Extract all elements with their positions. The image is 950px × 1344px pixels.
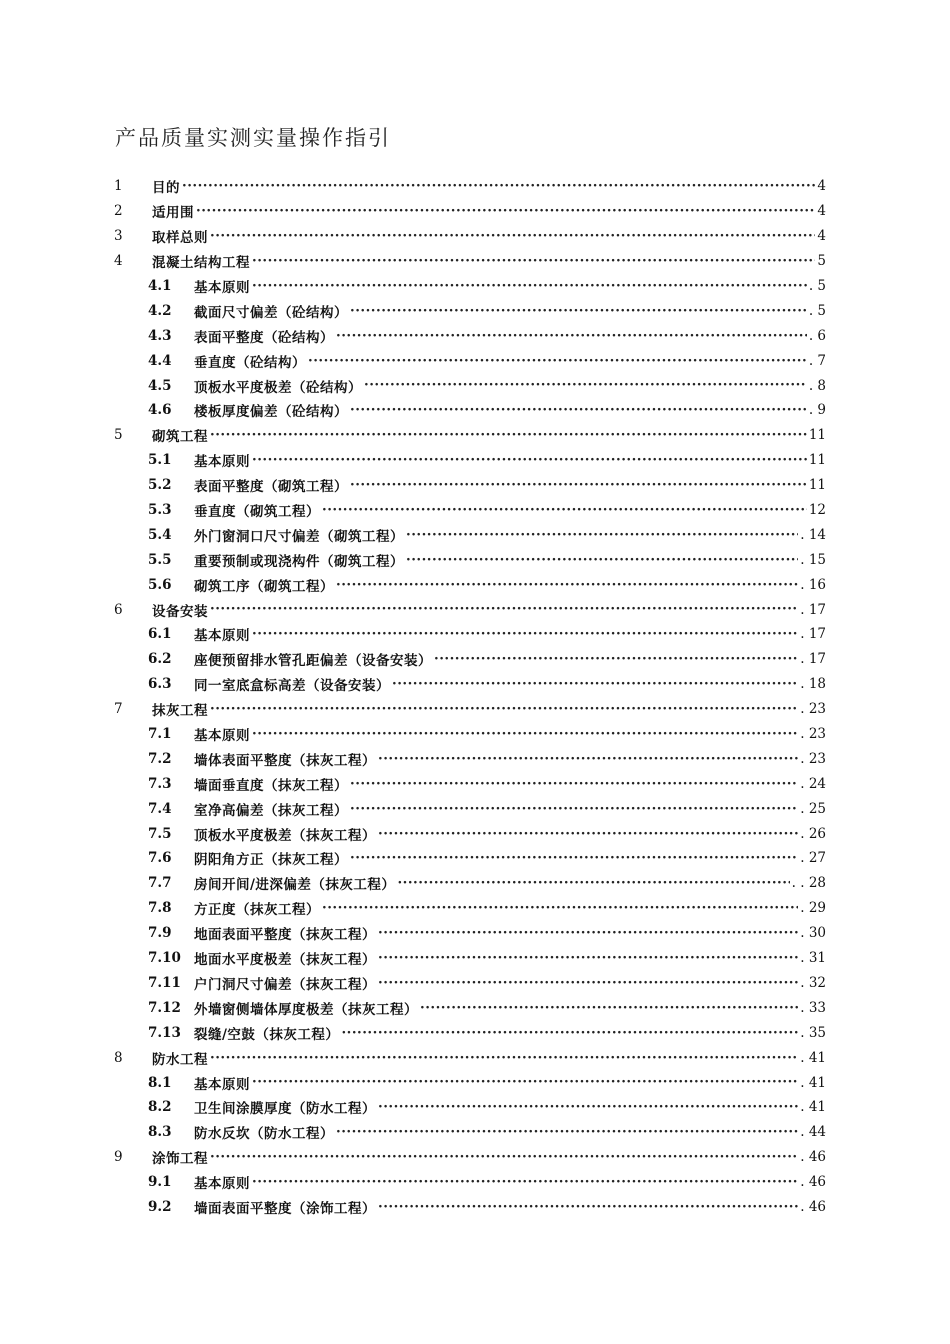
toc-entry[interactable] [110,796,826,821]
toc-entry[interactable] [110,746,826,771]
toc-entry-page-number: . 23 [800,701,826,718]
dot-leader [336,1124,798,1140]
toc-entry-page-number: 4 [817,178,826,195]
toc-entry-title: 防水工程 [152,1051,208,1068]
dot-leader [308,353,807,369]
toc-entry-page-number: . 15 [800,551,826,568]
toc-entry[interactable] [110,298,826,323]
dot-leader [378,1099,798,1115]
toc-entry-page-number: 11 [808,477,826,494]
toc-entry[interactable] [110,174,826,199]
toc-entry-title: 外门窗洞口尺寸偏差（砌筑工程） [194,528,404,545]
toc-entry[interactable] [110,373,826,398]
toc-entry-title: 混凝土结构工程 [152,255,250,272]
toc-entry[interactable] [110,771,826,796]
toc-entry-title: 抹灰工程 [152,703,208,720]
toc-entry-number: 7.1 [148,726,172,743]
toc-entry-title: 顶板水平度极差（砼结构） [194,379,362,396]
toc-entry-title: 基本原则 [194,628,250,645]
toc-entry[interactable] [110,423,826,448]
dot-leader [210,1050,798,1066]
toc-entry[interactable] [110,722,826,747]
toc-entry-page-number: . 17 [800,626,826,643]
toc-entry-number: 8.3 [148,1124,172,1141]
toc-entry-title: 基本原则 [194,280,250,296]
toc-entry-number: 7.10 [148,950,181,967]
toc-entry-title: 涂饰工程 [152,1151,208,1168]
dot-leader [182,178,815,194]
toc-entry-title: 地面表面平整度（抹灰工程） [194,927,376,944]
toc-entry-page-number: 11 [808,427,826,444]
toc-entry-number: 5.6 [148,576,172,593]
toc-entry-number: 4.4 [148,352,172,369]
toc-entry-number: 6 [114,601,123,618]
dot-leader [350,303,807,319]
toc-entry-title: 基本原则 [194,1176,250,1193]
dot-leader [252,626,798,642]
toc-entry-number: 3 [114,228,123,245]
toc-entry-page-number: . 46 [800,1174,826,1191]
toc-entry[interactable] [110,1020,826,1045]
toc-entry-title: 适用围 [152,205,194,222]
toc-entry-number: 7.6 [148,850,172,867]
toc-entry-number: 7.8 [148,900,172,917]
toc-entry-number: 5.4 [148,526,172,543]
dot-leader [210,701,798,717]
toc-entry-number: 6.2 [148,651,172,668]
toc-entry-page-number: . 24 [800,775,826,792]
dot-leader [406,552,798,568]
dot-leader [252,1074,798,1090]
toc-entry-title: 室净高偏差（抹灰工程） [194,802,348,819]
toc-entry-number: 7.3 [148,775,172,792]
dot-leader [397,875,789,891]
toc-entry-title: 墙面表面平整度（涂饰工程） [194,1200,376,1217]
toc-entry[interactable] [110,597,826,622]
toc-entry-title: 墙面垂直度（抹灰工程） [194,777,348,794]
toc-entry-number: 7 [114,701,123,718]
table-of-contents [110,174,826,1219]
toc-entry-number: 5 [114,427,123,444]
toc-entry-title: 户门洞尺寸偏差（抹灰工程） [194,976,376,993]
toc-entry-number: 7.13 [148,1024,181,1041]
dot-leader [252,726,798,742]
toc-entry[interactable] [110,1170,826,1195]
toc-entry-title: 设备安装 [152,603,208,620]
dot-leader [252,278,807,294]
dot-leader [392,676,798,692]
toc-entry-page-number: . 14 [800,526,826,543]
toc-entry-title: 基本原则 [194,454,250,471]
toc-entry-number: 1 [114,178,123,195]
dot-leader [196,203,815,219]
dot-leader [420,1000,798,1016]
dot-leader [322,900,798,916]
dot-leader [378,950,798,966]
toc-entry-number: 4 [114,253,123,270]
toc-entry[interactable] [110,697,826,722]
toc-entry-page-number: . 17 [800,651,826,668]
dot-leader [364,377,807,393]
toc-entry[interactable] [110,871,826,896]
toc-entry-number: 7.11 [148,974,181,991]
toc-entry-number: 5.2 [148,477,172,494]
toc-entry[interactable] [110,622,826,647]
toc-entry-title: 取样总则 [152,230,208,247]
dot-leader [210,601,798,617]
toc-entry[interactable] [110,398,826,423]
dot-leader [434,651,798,667]
toc-entry[interactable] [110,946,826,971]
dot-leader [378,1199,798,1215]
toc-entry-number: 5.5 [148,551,172,568]
dot-leader [406,527,798,543]
toc-entry[interactable] [110,1095,826,1120]
toc-entry[interactable] [110,199,826,224]
toc-entry-title: 表面平整度（砌筑工程） [194,479,348,496]
dot-leader [252,253,815,269]
toc-entry-title: 裂缝/空鼓（抹灰工程） [194,1026,340,1043]
toc-entry[interactable] [110,1045,826,1070]
toc-entry-title: 墙体表面平整度（抹灰工程） [194,752,376,769]
toc-entry-title: 同一室底盒标高差（设备安装） [194,678,390,695]
toc-entry-title: 阴阳角方正（抹灰工程） [194,852,348,869]
toc-entry-title: 垂直度（砼结构） [194,354,306,371]
toc-entry-number: 4.1 [148,278,172,294]
toc-entry[interactable] [110,348,826,373]
toc-entry[interactable] [110,995,826,1020]
toc-entry[interactable] [110,1120,826,1145]
toc-entry-number: 8 [114,1049,123,1066]
toc-entry-title: 基本原则 [194,1076,250,1093]
toc-entry-page-number: . . 28 [791,875,826,892]
toc-entry[interactable] [110,547,826,572]
toc-entry-page-number: . 23 [800,750,826,767]
toc-entry-title: 房间开间/进深偏差（抹灰工程） [194,877,396,894]
toc-entry-title: 垂直度（砌筑工程） [194,504,320,521]
toc-entry-page-number: . 25 [800,800,826,817]
dot-leader [378,751,798,767]
toc-entry-title: 方正度（抹灰工程） [194,902,320,919]
dot-leader [322,502,807,518]
toc-entry-title: 重要预制或现浇构件（砌筑工程） [194,553,404,570]
toc-entry-number: 5.3 [148,502,172,519]
toc-entry-page-number: . 44 [800,1124,826,1141]
toc-entry-page-number: . 6 [808,327,826,344]
toc-entry-number: 5.1 [148,452,172,469]
toc-entry-page-number: . 46 [800,1198,826,1215]
dot-leader [350,801,798,817]
dot-leader [378,826,798,842]
toc-entry-number: 4.3 [148,327,172,344]
toc-entry[interactable] [110,821,826,846]
toc-entry-title: 卫生间涂膜厚度（防水工程） [194,1101,376,1118]
toc-entry-number: 7.9 [148,925,172,942]
toc-entry-title: 表面平整度（砼结构） [194,329,334,346]
toc-entry-number: 6.3 [148,676,172,693]
toc-entry-number: 4.2 [148,302,172,319]
toc-entry-page-number: . 32 [800,974,826,991]
toc-entry-page-number: 4 [817,228,826,245]
toc-entry-page-number: . 26 [800,825,826,842]
toc-entry[interactable] [110,448,826,473]
toc-entry-number: 4.5 [148,377,172,394]
toc-entry-page-number: . 31 [800,950,826,967]
toc-entry[interactable] [110,971,826,996]
document-title: 产品质量实测实量操作指引 [115,126,391,150]
toc-entry-page-number: 12 [808,502,826,519]
toc-entry-number: 7.12 [148,999,181,1016]
toc-entry[interactable] [110,647,826,672]
toc-entry-title: 楼板厚度偏差（砼结构） [194,404,348,421]
toc-entry[interactable] [110,498,826,523]
toc-entry-number: 9 [114,1149,123,1166]
toc-entry-number: 8.1 [148,1074,172,1091]
toc-entry-number: 6.1 [148,626,172,643]
toc-entry-page-number: . 27 [800,850,826,867]
dot-leader [336,328,807,344]
toc-entry-page-number: . 23 [800,726,826,743]
toc-entry-title: 防水反坎（防水工程） [194,1126,334,1143]
toc-entry[interactable] [110,572,826,597]
toc-entry-page-number: . 29 [800,900,826,917]
toc-entry-title: 砌筑工序（砌筑工程） [194,578,334,595]
toc-entry[interactable] [110,846,826,871]
toc-entry-page-number: . 41 [800,1049,826,1066]
dot-leader [210,1149,798,1165]
dot-leader [210,427,807,443]
toc-entry[interactable] [110,1070,826,1095]
toc-entry-page-number: 11 [808,452,826,469]
toc-entry-number: 7.5 [148,825,172,842]
toc-entry[interactable] [110,323,826,348]
toc-entry-page-number: . 30 [800,925,826,942]
dot-leader [350,402,807,418]
toc-entry-title: 外墙窗侧墙体厚度极差（抹灰工程） [194,1001,418,1018]
toc-entry[interactable] [110,1195,826,1220]
dot-leader [336,577,798,593]
dot-leader [350,850,798,866]
toc-entry-page-number: . 7 [808,352,826,369]
toc-entry-page-number: . 5 [808,302,826,319]
toc-entry-number: 8.2 [148,1099,172,1116]
dot-leader [252,452,807,468]
toc-entry-page-number: . 41 [800,1099,826,1116]
toc-entry-page-number: . 41 [800,1074,826,1091]
toc-entry[interactable] [110,672,826,697]
toc-entry-page-number: . 8 [808,377,826,394]
toc-entry[interactable] [110,522,826,547]
toc-entry-title: 砌筑工程 [152,429,208,446]
toc-entry-page-number: . 33 [800,999,826,1016]
toc-entry-number: 7.2 [148,750,172,767]
dot-leader [378,975,798,991]
dot-leader [252,1174,798,1190]
toc-entry-title: 目的 [152,180,180,197]
toc-entry-page-number: . 46 [800,1149,826,1166]
toc-entry-title: 地面水平度极差（抹灰工程） [194,952,376,969]
toc-entry-title: 座便预留排水管孔距偏差（设备安装） [194,653,432,670]
toc-entry[interactable] [110,274,826,299]
toc-entry-number: 7.4 [148,800,172,817]
toc-entry-number: 2 [114,203,123,220]
toc-entry-page-number: . 35 [800,1024,826,1041]
toc-entry-page-number: . 18 [800,676,826,693]
toc-entry[interactable] [110,896,826,921]
toc-entry-number: 9.2 [148,1198,172,1215]
toc-entry-number: 4.6 [148,402,172,419]
toc-entry-number: 7.7 [148,875,172,892]
toc-entry-page-number: . 17 [800,601,826,618]
toc-entry-page-number: 4 [817,203,826,220]
dot-leader [350,477,807,493]
toc-entry[interactable] [110,249,826,274]
toc-entry-title: 顶板水平度极差（抹灰工程） [194,827,376,844]
toc-entry-page-number: . 5 [808,278,826,294]
toc-entry[interactable] [110,473,826,498]
dot-leader [350,776,798,792]
toc-entry-number: 9.1 [148,1174,172,1191]
toc-entry-page-number: . 16 [800,576,826,593]
toc-entry-title: 截面尺寸偏差（砼结构） [194,304,348,321]
toc-entry[interactable] [110,921,826,946]
toc-entry-page-number: . 9 [808,402,826,419]
dot-leader [378,925,798,941]
toc-entry-title: 基本原则 [194,728,250,745]
dot-leader [341,1025,798,1041]
dot-leader [210,228,815,244]
toc-entry[interactable] [110,1145,826,1170]
toc-entry[interactable] [110,224,826,249]
toc-entry-page-number: 5 [817,253,826,270]
